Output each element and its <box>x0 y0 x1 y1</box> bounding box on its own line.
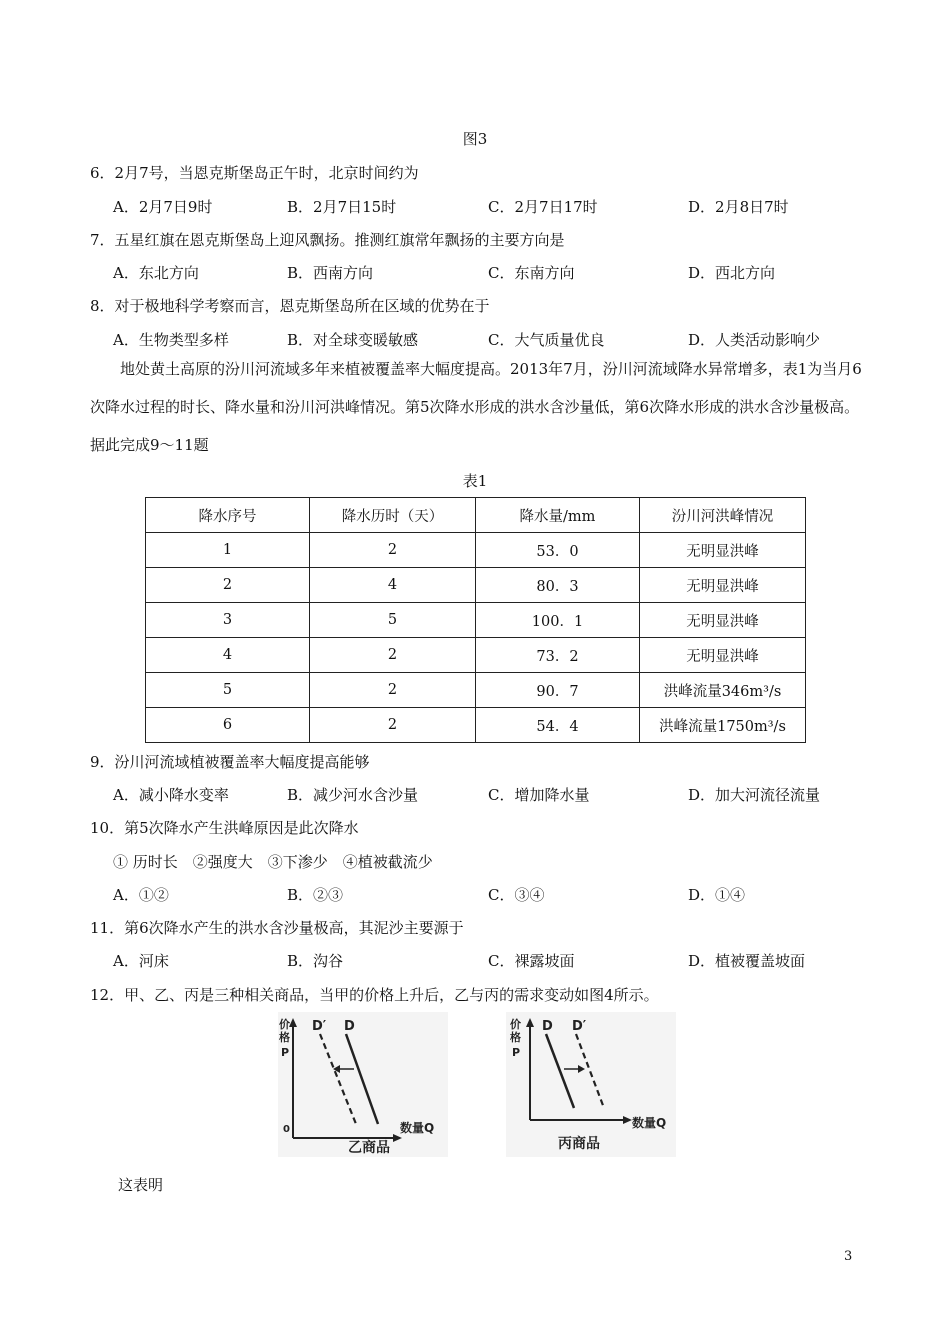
demand-graph-bing <box>506 1012 676 1157</box>
figure-3-caption: 图3 <box>462 130 488 148</box>
q6-option-b: B．2月7日15时 <box>287 198 397 216</box>
table-row <box>146 603 806 638</box>
table-cell: 53．0 <box>476 533 640 568</box>
table-header-cell: 降水量/mm <box>476 498 640 533</box>
table-header-cell: 降水历时（天） <box>310 498 476 533</box>
table-cell: 2 <box>310 673 476 708</box>
question-7-stem: 7．五星红旗在恩克斯堡岛上迎风飘扬。推测红旗常年飘扬的主要方向是 <box>90 231 565 249</box>
y-axis-label-3: P <box>512 1046 521 1059</box>
table-cell: 2 <box>310 708 476 743</box>
table-cell: 1 <box>146 533 310 568</box>
table-header-row <box>146 498 806 533</box>
table-cell: 洪峰流量346m³/s <box>640 673 806 708</box>
y-axis-label-2: 格 <box>510 1031 521 1044</box>
table-row <box>146 673 806 708</box>
table-1 <box>145 497 806 743</box>
table-cell: 54．4 <box>476 708 640 743</box>
curve-label-d: D <box>542 1019 553 1034</box>
table-cell: 无明显洪峰 <box>640 638 806 673</box>
graph-caption: 乙商品 <box>348 1140 390 1156</box>
table-header-cell: 汾川河洪峰情况 <box>640 498 806 533</box>
table-cell: 洪峰流量1750m³/s <box>640 708 806 743</box>
q10-option-d: D．①④ <box>688 886 746 904</box>
table-cell: 2 <box>310 533 476 568</box>
y-axis-label-1: 价 <box>510 1018 521 1031</box>
y-axis-label-1: 价 <box>279 1018 290 1031</box>
q7-option-a: A．东北方向 <box>113 264 199 282</box>
y-axis-label-2: 格 <box>279 1031 290 1044</box>
table-cell: 4 <box>146 638 310 673</box>
table-row <box>146 708 806 743</box>
table-cell: 80．3 <box>476 568 640 603</box>
table-header-cell: 降水序号 <box>146 498 310 533</box>
q10-option-b: B．②③ <box>287 886 344 904</box>
table-cell: 6 <box>146 708 310 743</box>
q11-option-d: D．植被覆盖坡面 <box>688 952 806 970</box>
q6-option-c: C．2月7日17时 <box>488 198 598 216</box>
page-number: 3 <box>844 1249 853 1264</box>
table-cell: 3 <box>146 603 310 638</box>
table-row <box>146 533 806 568</box>
table-row <box>146 638 806 673</box>
table-row <box>146 568 806 603</box>
q9-option-a: A．减小降水变率 <box>113 786 229 804</box>
passage-text: 地处黄土高原的汾川河流域多年来植被覆盖率大幅度提高。2013年7月，汾川河流域降水异常增多，表1为当月6次降水过程的时长、降水量和汾川河洪峰情况。第5次降水形成的洪水含沙量低，第6次降水形成的洪水含沙量极高。据此完成9～11题 <box>90 360 862 454</box>
q10-option-c: C．③④ <box>488 886 545 904</box>
q11-option-b: B．沟谷 <box>287 952 344 970</box>
question-8-stem: 8．对于极地科学考察而言，恩克斯堡岛所在区域的优势在于 <box>90 297 490 315</box>
q7-option-c: C．东南方向 <box>488 264 575 282</box>
y-axis-label-3: P <box>281 1046 290 1059</box>
q10-statement-items: ① 历时长 ②强度大 ③下渗少 ④植被截流少 <box>113 853 433 871</box>
q12-tail-text: 这表明 <box>118 1176 164 1194</box>
table-cell: 4 <box>310 568 476 603</box>
q10-option-a: A．①② <box>113 886 169 904</box>
q11-option-a: A．河床 <box>113 952 169 970</box>
question-6-stem: 6．2月7号，当恩克斯堡岛正午时，北京时间约为 <box>90 164 419 182</box>
q6-option-d: D．2月8日7时 <box>688 198 789 216</box>
q7-option-d: D．西北方向 <box>688 264 776 282</box>
table-cell: 90．7 <box>476 673 640 708</box>
x-axis-label: 数量Q <box>632 1116 667 1130</box>
q8-option-d: D．人类活动影响少 <box>688 331 821 349</box>
q8-option-a: A．生物类型多样 <box>113 331 229 349</box>
table-cell: 5 <box>146 673 310 708</box>
table-cell: 5 <box>310 603 476 638</box>
origin-label: 0 <box>283 1124 290 1135</box>
question-11-stem: 11．第6次降水产生的洪水含沙量极高，其泥沙主要源于 <box>90 919 464 937</box>
q7-option-b: B．西南方向 <box>287 264 374 282</box>
question-9-stem: 9．汾川河流域植被覆盖率大幅度提高能够 <box>90 753 370 771</box>
table-cell: 2 <box>310 638 476 673</box>
table-1-caption: 表1 <box>462 472 488 490</box>
demand-graph-yi <box>278 1012 448 1157</box>
table-cell: 无明显洪峰 <box>640 603 806 638</box>
q6-option-a: A．2月7日9时 <box>113 198 213 216</box>
q8-option-b: B．对全球变暖敏感 <box>287 331 419 349</box>
q11-option-c: C．裸露坡面 <box>488 952 575 970</box>
curve-label-d: D <box>344 1019 355 1034</box>
curve-label-d-prime: D′ <box>312 1019 327 1034</box>
q9-option-d: D．加大河流径流量 <box>688 786 821 804</box>
q9-option-b: B．减少河水含沙量 <box>287 786 419 804</box>
table-cell: 100．1 <box>476 603 640 638</box>
q9-option-c: C．增加降水量 <box>488 786 590 804</box>
question-12-stem: 12．甲、乙、丙是三种相关商品，当甲的价格上升后，乙与丙的需求变动如图4所示。 <box>90 986 659 1004</box>
table-cell: 无明显洪峰 <box>640 533 806 568</box>
question-10-stem: 10．第5次降水产生洪峰原因是此次降水 <box>90 819 359 837</box>
q8-option-c: C．大气质量优良 <box>488 331 605 349</box>
table-cell: 无明显洪峰 <box>640 568 806 603</box>
table-cell: 2 <box>146 568 310 603</box>
curve-label-d-prime: D′ <box>572 1019 587 1034</box>
graph-caption: 丙商品 <box>558 1136 600 1152</box>
table-cell: 73．2 <box>476 638 640 673</box>
x-axis-label: 数量Q <box>400 1121 435 1135</box>
